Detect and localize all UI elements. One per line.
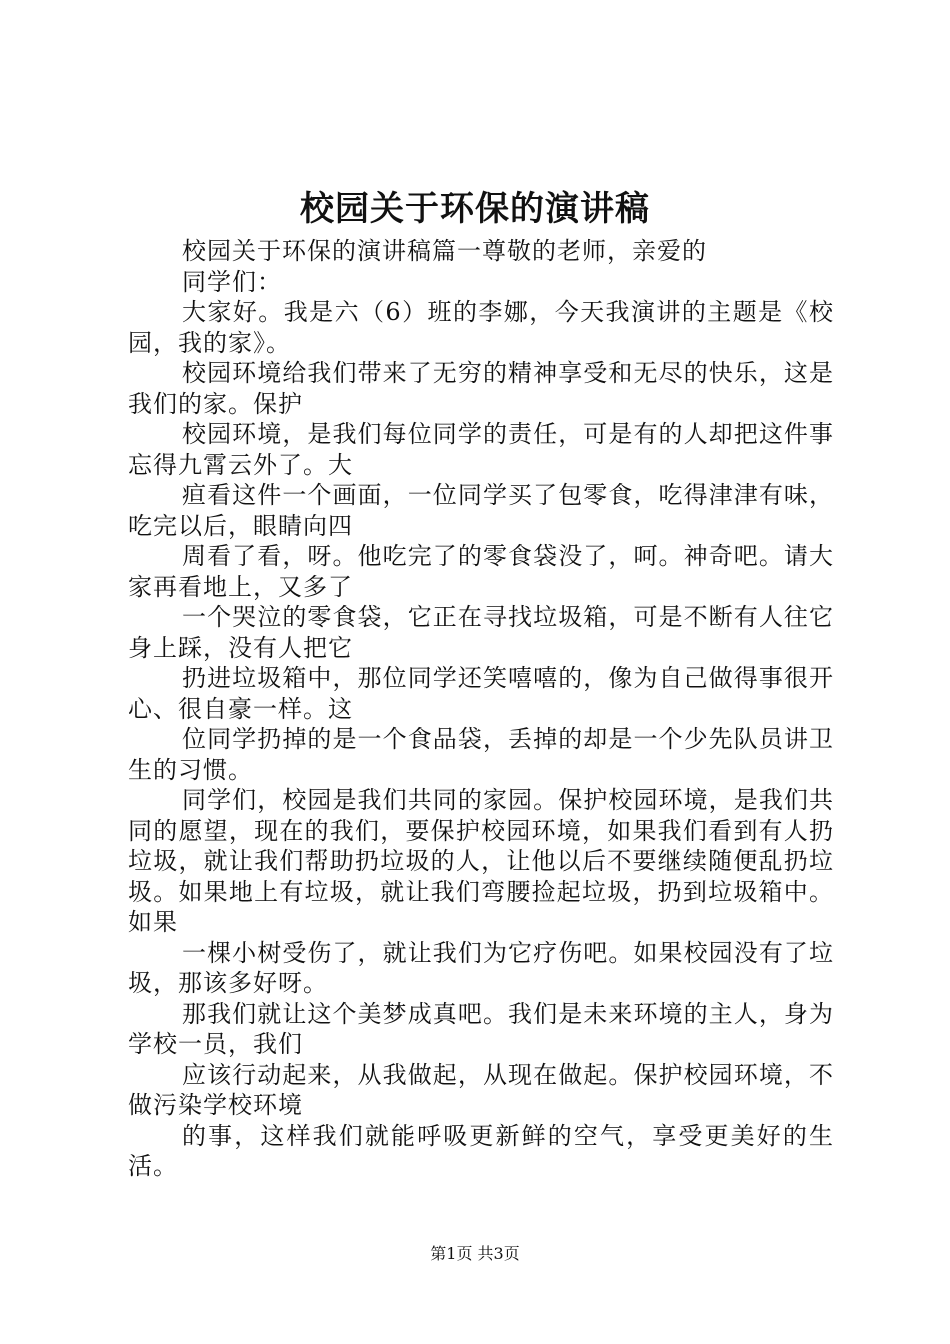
paragraph: 同学们： xyxy=(182,267,282,296)
paragraph: 同学们，校园是我们共同的家园。保护校园环境，是我们共同的愿望，现在的我们，要保护校园环境，如果我们看到有人扔垃圾，就让我们帮助扔垃圾的人，让他以后不要继续随便乱扔垃圾。如果地上有垃圾，就让我们弯腰捡起垃圾，扔到垃圾箱中。如果 xyxy=(128,786,834,936)
page-number-footer: 第1页 共3页 xyxy=(430,1244,520,1263)
paragraph: 周看了看，呀。他吃完了的零食袋没了，呵。神奇吧。请大家再看地上，又多了 xyxy=(128,542,834,601)
paragraph: 校园环境给我们带来了无穷的精神享受和无尽的快乐，这是我们的家。保护 xyxy=(128,359,834,418)
paragraph: 疸看这件一个画面，一位同学买了包零食，吃得津津有味，吃完以后，眼睛向四 xyxy=(128,481,834,540)
paragraph: 的事，这样我们就能呼吸更新鲜的空气，享受更美好的生活。 xyxy=(128,1121,834,1180)
paragraph: 一棵小树受伤了，就让我们为它疗伤吧。如果校园没有了垃圾，那该多好呀。 xyxy=(128,938,834,997)
paragraph: 校园关于环保的演讲稿篇一尊敬的老师，亲爱的 xyxy=(182,237,707,265)
document-body xyxy=(128,236,834,1182)
paragraph: 应该行动起来，从我做起，从现在做起。保护校园环境，不做污染学校环境 xyxy=(128,1060,834,1119)
paragraph: 校园环境，是我们每位同学的责任，可是有的人却把这件事忘得九霄云外了。大 xyxy=(128,420,834,479)
paragraph: 那我们就让这个美梦成真吧。我们是未来环境的主人，身为学校一员，我们 xyxy=(128,999,834,1058)
paragraph: 大家好。我是六（6）班的李娜，今天我演讲的主题是《校园，我的家》。 xyxy=(128,298,834,357)
paragraph: 位同学扔掉的是一个食品袋，丢掉的却是一个少先队员讲卫生的习惯。 xyxy=(128,725,834,784)
document-title: 校园关于环保的演讲稿 xyxy=(300,189,650,229)
paragraph: 扔进垃圾箱中，那位同学还笑嘻嘻的，像为自己做得事很开心、很自豪一样。这 xyxy=(128,664,834,723)
paragraph: 一个哭泣的零食袋，它正在寻找垃圾箱，可是不断有人往它身上踩，没有人把它 xyxy=(128,603,834,662)
